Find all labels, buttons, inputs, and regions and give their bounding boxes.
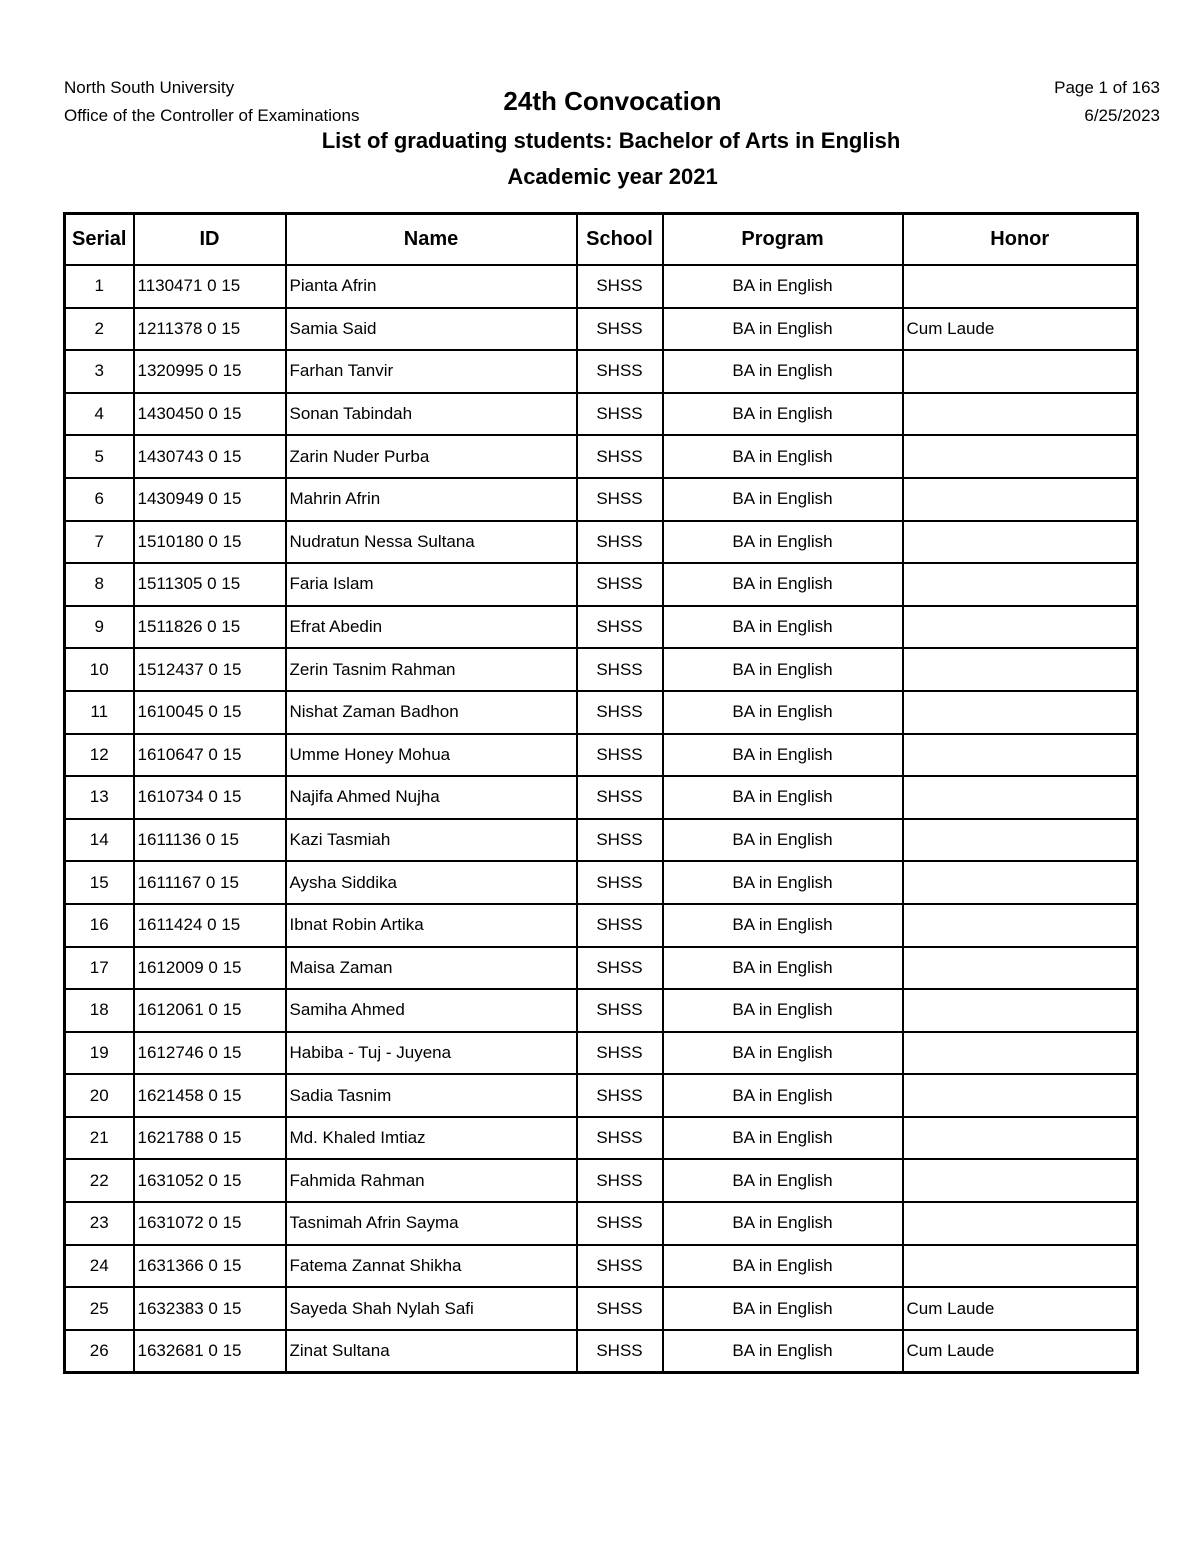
cell-serial: 8	[65, 563, 134, 606]
cell-id: 1611424 0 15	[134, 904, 286, 947]
cell-program: BA in English	[663, 819, 903, 862]
cell-name: Sayeda Shah Nylah Safi	[286, 1287, 577, 1330]
cell-name: Najifa Ahmed Nujha	[286, 776, 577, 819]
cell-program: BA in English	[663, 861, 903, 904]
document-date: 6/25/2023	[1084, 106, 1160, 125]
column-header-id: ID	[134, 214, 286, 266]
cell-id: 1631052 0 15	[134, 1159, 286, 1202]
cell-honor	[903, 478, 1138, 521]
cell-id: 1632383 0 15	[134, 1287, 286, 1330]
cell-serial: 21	[65, 1117, 134, 1160]
cell-honor	[903, 1202, 1138, 1245]
cell-name: Maisa Zaman	[286, 947, 577, 990]
table-row	[65, 563, 1138, 606]
cell-honor	[903, 776, 1138, 819]
cell-program: BA in English	[663, 989, 903, 1032]
column-header-honor: Honor	[903, 214, 1138, 266]
table-row	[65, 1287, 1138, 1330]
cell-name: Umme Honey Mohua	[286, 734, 577, 777]
cell-school: SHSS	[577, 1159, 663, 1202]
cell-school: SHSS	[577, 861, 663, 904]
cell-program: BA in English	[663, 904, 903, 947]
table-row	[65, 1032, 1138, 1075]
column-header-school: School	[577, 214, 663, 266]
cell-school: SHSS	[577, 1074, 663, 1117]
cell-honor	[903, 563, 1138, 606]
cell-id: 1631366 0 15	[134, 1245, 286, 1288]
cell-program: BA in English	[663, 435, 903, 478]
cell-program: BA in English	[663, 606, 903, 649]
cell-name: Habiba - Tuj - Juyena	[286, 1032, 577, 1075]
cell-serial: 13	[65, 776, 134, 819]
cell-id: 1611136 0 15	[134, 819, 286, 862]
cell-program: BA in English	[663, 1159, 903, 1202]
cell-school: SHSS	[577, 606, 663, 649]
cell-id: 1130471 0 15	[134, 265, 286, 308]
cell-id: 1631072 0 15	[134, 1202, 286, 1245]
table-row	[65, 1074, 1138, 1117]
cell-honor: Cum Laude	[903, 308, 1138, 351]
table-row	[65, 1245, 1138, 1288]
cell-honor	[903, 989, 1138, 1032]
cell-school: SHSS	[577, 563, 663, 606]
cell-serial: 11	[65, 691, 134, 734]
cell-name: Zerin Tasnim Rahman	[286, 648, 577, 691]
cell-serial: 14	[65, 819, 134, 862]
academic-year: Academic year 2021	[507, 164, 718, 189]
cell-school: SHSS	[577, 1117, 663, 1160]
cell-program: BA in English	[663, 1287, 903, 1330]
cell-school: SHSS	[577, 1202, 663, 1245]
cell-school: SHSS	[577, 989, 663, 1032]
table-row	[65, 989, 1138, 1032]
cell-honor	[903, 947, 1138, 990]
table-row	[65, 435, 1138, 478]
cell-school: SHSS	[577, 265, 663, 308]
cell-program: BA in English	[663, 691, 903, 734]
cell-serial: 18	[65, 989, 134, 1032]
cell-honor	[903, 1245, 1138, 1288]
cell-name: Pianta Afrin	[286, 265, 577, 308]
cell-name: Mahrin Afrin	[286, 478, 577, 521]
cell-program: BA in English	[663, 1032, 903, 1075]
page-number: Page 1 of 163	[1054, 78, 1160, 97]
table-row	[65, 1330, 1138, 1373]
cell-serial: 17	[65, 947, 134, 990]
cell-id: 1320995 0 15	[134, 350, 286, 393]
cell-school: SHSS	[577, 691, 663, 734]
cell-honor	[903, 350, 1138, 393]
cell-honor	[903, 904, 1138, 947]
cell-honor	[903, 734, 1138, 777]
cell-school: SHSS	[577, 435, 663, 478]
cell-program: BA in English	[663, 265, 903, 308]
cell-name: Nudratun Nessa Sultana	[286, 521, 577, 564]
cell-id: 1511305 0 15	[134, 563, 286, 606]
table-row	[65, 691, 1138, 734]
cell-name: Nishat Zaman Badhon	[286, 691, 577, 734]
cell-serial: 25	[65, 1287, 134, 1330]
cell-id: 1512437 0 15	[134, 648, 286, 691]
cell-serial: 16	[65, 904, 134, 947]
table-row	[65, 861, 1138, 904]
cell-honor	[903, 691, 1138, 734]
table-row	[65, 521, 1138, 564]
cell-name: Sadia Tasnim	[286, 1074, 577, 1117]
cell-name: Md. Khaled Imtiaz	[286, 1117, 577, 1160]
table-row	[65, 1117, 1138, 1160]
university-name: North South University	[64, 78, 235, 97]
table-row	[65, 1159, 1138, 1202]
cell-name: Sonan Tabindah	[286, 393, 577, 436]
cell-serial: 15	[65, 861, 134, 904]
table-row	[65, 606, 1138, 649]
column-header-serial: Serial	[65, 214, 134, 266]
cell-serial: 19	[65, 1032, 134, 1075]
cell-school: SHSS	[577, 648, 663, 691]
cell-serial: 20	[65, 1074, 134, 1117]
cell-name: Kazi Tasmiah	[286, 819, 577, 862]
cell-serial: 26	[65, 1330, 134, 1373]
cell-program: BA in English	[663, 308, 903, 351]
table-row	[65, 904, 1138, 947]
document-subtitle: List of graduating students: Bachelor of Arts in English	[321, 128, 901, 153]
cell-id: 1612009 0 15	[134, 947, 286, 990]
cell-id: 1610734 0 15	[134, 776, 286, 819]
table-row	[65, 350, 1138, 393]
cell-school: SHSS	[577, 393, 663, 436]
cell-school: SHSS	[577, 1287, 663, 1330]
cell-serial: 9	[65, 606, 134, 649]
cell-name: Faria Islam	[286, 563, 577, 606]
cell-name: Tasnimah Afrin Sayma	[286, 1202, 577, 1245]
cell-school: SHSS	[577, 1032, 663, 1075]
cell-id: 1510180 0 15	[134, 521, 286, 564]
cell-name: Zinat Sultana	[286, 1330, 577, 1373]
cell-program: BA in English	[663, 648, 903, 691]
cell-serial: 10	[65, 648, 134, 691]
graduates-table	[63, 212, 1139, 1374]
cell-school: SHSS	[577, 1245, 663, 1288]
document-title: 24th Convocation	[503, 86, 722, 116]
cell-school: SHSS	[577, 1330, 663, 1373]
cell-name: Aysha Siddika	[286, 861, 577, 904]
cell-program: BA in English	[663, 1330, 903, 1373]
cell-serial: 22	[65, 1159, 134, 1202]
cell-honor	[903, 521, 1138, 564]
column-header-program: Program	[663, 214, 903, 266]
cell-serial: 2	[65, 308, 134, 351]
cell-name: Fahmida Rahman	[286, 1159, 577, 1202]
cell-school: SHSS	[577, 734, 663, 777]
cell-serial: 5	[65, 435, 134, 478]
cell-school: SHSS	[577, 308, 663, 351]
cell-id: 1621788 0 15	[134, 1117, 286, 1160]
table-row	[65, 734, 1138, 777]
cell-program: BA in English	[663, 393, 903, 436]
cell-school: SHSS	[577, 478, 663, 521]
cell-school: SHSS	[577, 350, 663, 393]
cell-honor: Cum Laude	[903, 1330, 1138, 1373]
table-row	[65, 265, 1138, 308]
cell-honor: Cum Laude	[903, 1287, 1138, 1330]
cell-program: BA in English	[663, 521, 903, 564]
cell-program: BA in English	[663, 1245, 903, 1288]
cell-program: BA in English	[663, 734, 903, 777]
table-row	[65, 1202, 1138, 1245]
table-row	[65, 393, 1138, 436]
table-row	[65, 947, 1138, 990]
cell-id: 1632681 0 15	[134, 1330, 286, 1373]
cell-program: BA in English	[663, 947, 903, 990]
table-row	[65, 308, 1138, 351]
cell-serial: 23	[65, 1202, 134, 1245]
table-row	[65, 648, 1138, 691]
cell-honor	[903, 861, 1138, 904]
table-row	[65, 819, 1138, 862]
cell-name: Farhan Tanvir	[286, 350, 577, 393]
cell-id: 1430450 0 15	[134, 393, 286, 436]
cell-school: SHSS	[577, 947, 663, 990]
cell-program: BA in English	[663, 1117, 903, 1160]
cell-program: BA in English	[663, 1202, 903, 1245]
cell-serial: 6	[65, 478, 134, 521]
cell-school: SHSS	[577, 819, 663, 862]
cell-honor	[903, 265, 1138, 308]
cell-name: Samia Said	[286, 308, 577, 351]
column-header-name: Name	[286, 214, 577, 266]
cell-id: 1430743 0 15	[134, 435, 286, 478]
cell-name: Fatema Zannat Shikha	[286, 1245, 577, 1288]
cell-program: BA in English	[663, 478, 903, 521]
cell-serial: 3	[65, 350, 134, 393]
cell-name: Samiha Ahmed	[286, 989, 577, 1032]
cell-name: Ibnat Robin Artika	[286, 904, 577, 947]
cell-program: BA in English	[663, 350, 903, 393]
cell-honor	[903, 648, 1138, 691]
cell-honor	[903, 393, 1138, 436]
cell-id: 1610647 0 15	[134, 734, 286, 777]
cell-serial: 1	[65, 265, 134, 308]
cell-id: 1612746 0 15	[134, 1032, 286, 1075]
table-row	[65, 478, 1138, 521]
cell-id: 1430949 0 15	[134, 478, 286, 521]
cell-program: BA in English	[663, 776, 903, 819]
cell-id: 1621458 0 15	[134, 1074, 286, 1117]
cell-honor	[903, 819, 1138, 862]
cell-serial: 12	[65, 734, 134, 777]
cell-program: BA in English	[663, 563, 903, 606]
cell-honor	[903, 435, 1138, 478]
cell-serial: 24	[65, 1245, 134, 1288]
cell-id: 1612061 0 15	[134, 989, 286, 1032]
cell-id: 1511826 0 15	[134, 606, 286, 649]
cell-honor	[903, 1159, 1138, 1202]
cell-name: Efrat Abedin	[286, 606, 577, 649]
table-row	[65, 776, 1138, 819]
cell-honor	[903, 1074, 1138, 1117]
cell-id: 1611167 0 15	[134, 861, 286, 904]
table-header-row	[65, 214, 1138, 266]
cell-id: 1610045 0 15	[134, 691, 286, 734]
office-name: Office of the Controller of Examinations	[64, 106, 360, 125]
cell-id: 1211378 0 15	[134, 308, 286, 351]
cell-honor	[903, 1032, 1138, 1075]
cell-school: SHSS	[577, 521, 663, 564]
cell-serial: 7	[65, 521, 134, 564]
cell-name: Zarin Nuder Purba	[286, 435, 577, 478]
cell-school: SHSS	[577, 776, 663, 819]
cell-honor	[903, 1117, 1138, 1160]
cell-program: BA in English	[663, 1074, 903, 1117]
cell-school: SHSS	[577, 904, 663, 947]
cell-honor	[903, 606, 1138, 649]
cell-serial: 4	[65, 393, 134, 436]
